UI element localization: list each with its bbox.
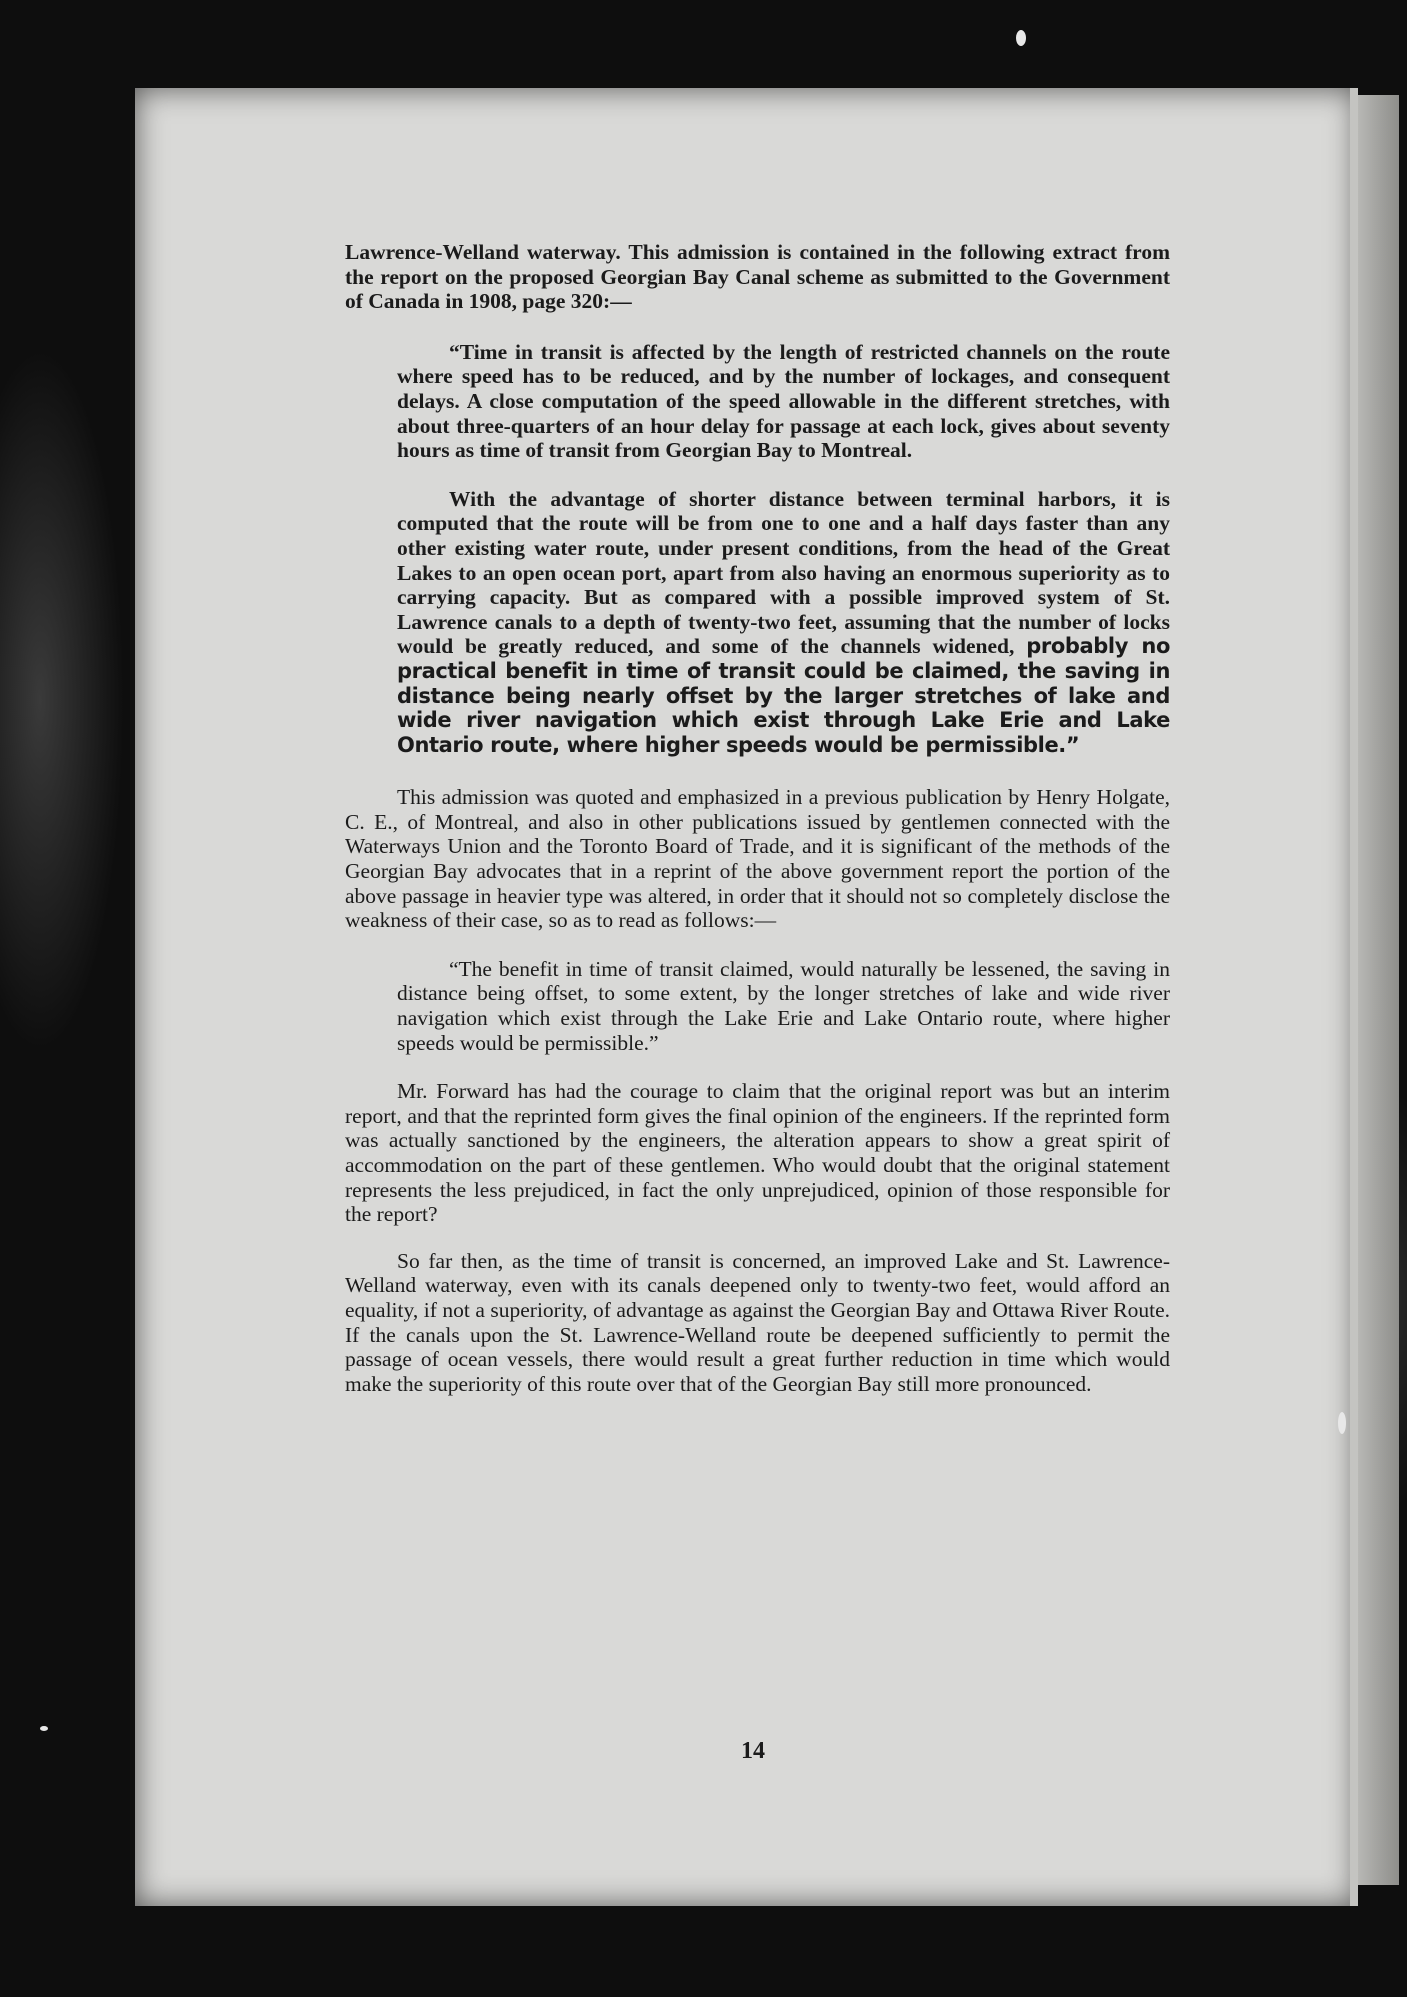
quote-paragraph-2-normal: With the advantage of shorter distance between terminal harbors, it is computed that the route will be from one to one and a half days faster than any other existing water route, under present conditions, from the head of the Great Lakes to an open ocean port, apart from also having an enormous superiority as to carrying capacity. But as compared with a possible improved system of St. Lawrence canals to a depth of twenty-two feet, assuming that the number of locks would be greatly reduced, and some of the channels widened, [397,486,1170,659]
forward-paragraph: Mr. Forward has had the courage to claim that the original report was but an interim report, and that the reprinted form gives the final opinion of the engineers. If the reprinted form was actually sanctioned by the engineers, the alteration appears to show a great spirit of accommodation on the part of these gentlemen. Who would doubt that the original statement represents the less prejudiced, in fact the only unprejudiced, opinion of those responsible for the report? [345,1079,1170,1227]
scan-speck [40,1726,48,1731]
quote-paragraph-2 [397,487,1170,758]
conclusion-paragraph: So far then, as the time of transit is concerned, an improved Lake and St. Lawrence-Welland waterway, even with its canals deepened only to twenty-two feet, would afford an equality, if not a superiority, of advantage as against the Georgian Bay and Ottawa River Route. If the canals upon the St. Lawrence-Welland route be deepened sufficiently to permit the passage of ocean vessels, there would result a great further reduction in time which would make the superiority of this route over that of the Georgian Bay still more pronounced. [345,1248,1170,1396]
page-number: 14 [741,1738,765,1764]
quote-heavy-type: probably no practical benefit in time of transit could be claimed, the saving in distance being nearly offset by the larger stretches of lake and wide river navigation which exist through Lake Erie and Lake Ontario route, where higher speeds would be permissible.” [397,634,1170,757]
page-fold-strip [1350,88,1358,1906]
admission-paragraph: This admission was quoted and emphasized in a previous publication by Henry Holgate, C. E., of Montreal, and also in other publications issued by gentlemen connected with the Waterways Union and the Toronto Board of Trade, and it is significant of the methods of the Georgian Bay advocates that in a reprint of the above government report the portion of the above passage in heavier type was altered, in order that it should not so completely disclose the weakness of their case, so as to read as follows:— [345,785,1170,933]
quote-paragraph-1: “Time in transit is affected by the length of restricted channels on the route where speed has to be reduced, and by the number of lockages, and consequent delays. A close computation of the speed allowable in the different stretches, with about three-quarters of an hour delay for passage at each lock, gives about seventy hours as time of transit from Georgian Bay to Montreal. [397,339,1170,463]
document-body [345,240,1170,1396]
altered-quote-paragraph: “The benefit in time of transit claimed, would naturally be lessened, the saving in distance being offset, to some extent, by the longer stretches of lake and wide river navigation which exist through the Lake Erie and Lake Ontario route, where higher speeds would be permissible.” [397,956,1170,1055]
intro-paragraph: Lawrence-Welland waterway. This admission is contained in the following extract from the report on the proposed Georgian Bay Canal scheme as submitted to the Government of Canada in 1908, page 320:— [345,240,1170,314]
adjacent-page-edge [1357,95,1399,1885]
scan-speck [1338,1412,1346,1434]
scan-speck [1016,30,1026,46]
